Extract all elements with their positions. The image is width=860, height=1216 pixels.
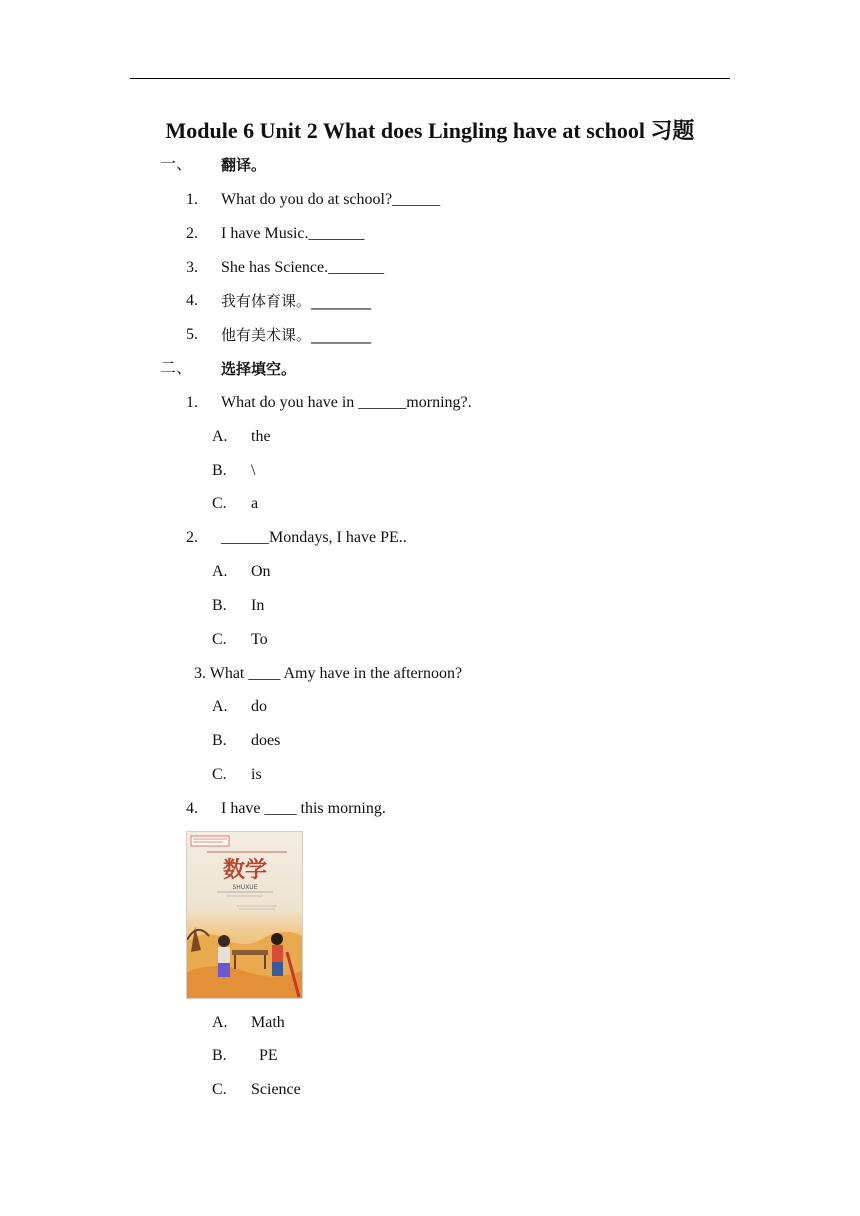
option-text: a xyxy=(251,495,259,512)
list-item xyxy=(0,325,860,345)
option xyxy=(0,697,860,717)
option xyxy=(0,765,860,785)
section-1-heading xyxy=(0,155,860,175)
question-number: 1. xyxy=(186,394,198,411)
item-number: 3. xyxy=(186,259,198,276)
option xyxy=(0,1046,860,1066)
list-item xyxy=(0,224,860,244)
question-text: ______Mondays, I have PE.. xyxy=(221,529,407,546)
section-title: 选择填空。 xyxy=(221,360,297,378)
cover-subtitle: SHUXUE xyxy=(232,884,258,891)
option-letter: A. xyxy=(212,698,228,715)
item-text: She has Science._______ xyxy=(221,259,385,276)
item-text: 他有美术课。________ xyxy=(221,326,372,344)
section-number: 二、 xyxy=(160,360,193,377)
item-number: 1. xyxy=(186,191,198,208)
option-text: \ xyxy=(251,462,256,479)
question xyxy=(0,393,860,413)
question xyxy=(0,799,860,819)
item-number: 5. xyxy=(186,326,198,343)
option-letter: C. xyxy=(212,1081,227,1098)
option xyxy=(0,630,860,650)
question-text: 3. What ____ Amy have in the afternoon? xyxy=(190,665,463,682)
question-text: I have ____ this morning. xyxy=(221,800,386,817)
item-number: 4. xyxy=(186,292,198,309)
section-number: 一、 xyxy=(160,156,193,173)
option-text: does xyxy=(251,732,281,749)
option xyxy=(0,1013,860,1033)
list-item xyxy=(0,258,860,278)
list-item xyxy=(0,190,860,210)
option-text: is xyxy=(251,766,262,783)
list-item xyxy=(0,291,860,311)
option xyxy=(0,562,860,582)
option-letter: B. xyxy=(212,462,227,479)
option-text: On xyxy=(251,563,271,580)
item-text: What do you do at school?______ xyxy=(221,191,441,208)
question-number: 4. xyxy=(186,800,198,817)
option-letter: A. xyxy=(212,563,228,580)
option-text: To xyxy=(251,631,268,648)
option-text: Math xyxy=(251,1014,285,1031)
option-letter: C. xyxy=(212,631,227,648)
option-text: Science xyxy=(251,1081,301,1098)
option xyxy=(0,461,860,481)
option-letter: B. xyxy=(212,597,227,614)
option-letter: A. xyxy=(212,1014,228,1031)
option-letter: C. xyxy=(212,495,227,512)
option-text: PE xyxy=(251,1047,278,1064)
option xyxy=(0,596,860,616)
section-title: 翻译。 xyxy=(221,156,267,174)
option-letter: A. xyxy=(212,428,228,445)
question-number: 2. xyxy=(186,529,198,546)
cover-title: 数学 xyxy=(222,857,268,883)
option-letter: C. xyxy=(212,766,227,783)
option xyxy=(0,427,860,447)
option-text: the xyxy=(251,428,271,445)
option xyxy=(0,1080,860,1100)
option-letter: B. xyxy=(212,1047,227,1064)
question xyxy=(0,528,860,548)
question-text: What do you have in ______morning?. xyxy=(221,394,472,411)
header-rule xyxy=(130,78,730,79)
item-text: I have Music._______ xyxy=(221,225,365,242)
option xyxy=(0,731,860,751)
section-2-heading xyxy=(0,359,860,379)
option xyxy=(0,494,860,514)
item-number: 2. xyxy=(186,225,198,242)
option-text: do xyxy=(251,698,267,715)
item-text: 我有体育课。________ xyxy=(221,292,372,310)
math-textbook-cover-image xyxy=(186,831,303,999)
option-text: In xyxy=(251,597,265,614)
page-title: Module 6 Unit 2 What does Lingling have at school 习题 xyxy=(165,118,695,143)
question xyxy=(0,664,860,684)
option-letter: B. xyxy=(212,732,227,749)
